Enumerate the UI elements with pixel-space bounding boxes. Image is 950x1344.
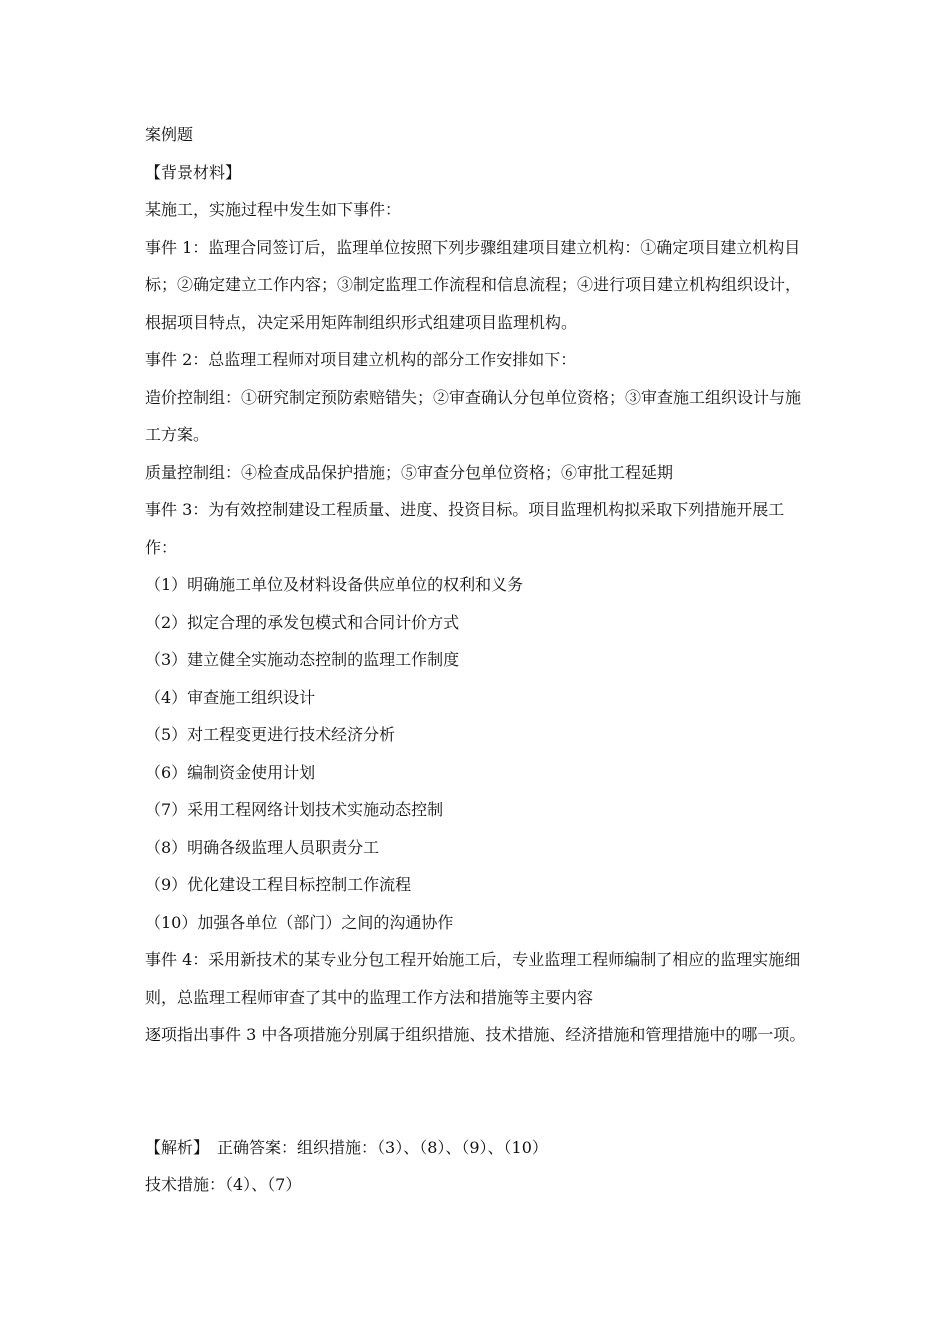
background-heading: 【背景材料】 xyxy=(145,162,242,182)
measure-item: （7）采用工程网络计划技术实施动态控制 xyxy=(145,800,444,819)
quality-group-paragraph: 质量控制组：④检查成品保护措施；⑤审查分包单位资格；⑥审批工程延期 xyxy=(145,462,674,482)
intro-paragraph: 某施工，实施过程中发生如下事件： xyxy=(145,200,402,219)
measure-item: （6）编制资金使用计划 xyxy=(145,762,316,782)
answer-line-1: 正确答案：组织措施：（3）、（8）、（9）、（10） xyxy=(217,1137,548,1157)
document-body xyxy=(145,116,810,1204)
measure-item: （1）明确施工单位及材料设备供应单位的权利和义务 xyxy=(145,575,524,594)
event3-paragraph: 事件 3：为有效控制建设工程质量、进度、投资目标。项目监理机构拟采取下列措施开展工作： xyxy=(145,500,785,557)
cost-group-paragraph: 造价控制组：①研究制定预防索赔错失；②审查确认分包单位资格；③审查施工组织设计与施工方案。 xyxy=(145,387,802,444)
event4-paragraph: 事件 4：采用新技术的某专业分包工程开始施工后，专业监理工程师编制了相应的监理实施细则，总监理工程师审查了其中的监理工作方法和措施等主要内容 xyxy=(145,950,801,1007)
answer-paragraph xyxy=(145,1129,810,1167)
doc-title: 案例题 xyxy=(145,125,194,144)
measure-item: （3）建立健全实施动态控制的监理工作制度 xyxy=(145,650,460,669)
event1-paragraph: 事件 1：监理合同签订后，监理单位按照下列步骤组建项目建立机构：①确定项目建立机构目标；②确定建立工作内容；③制定监理工作流程和信息流程；④进行项目建立机构组织设计，根据项目特点，决定采用矩阵制组织形式组建项目监理机构。 xyxy=(145,237,802,332)
spacer xyxy=(145,1054,810,1129)
answer-line-2: 技术措施：（4）、（7） xyxy=(145,1175,302,1194)
measure-item: （9）优化建设工程目标控制工作流程 xyxy=(145,875,412,894)
event2-paragraph: 事件 2：总监理工程师对项目建立机构的部分工作安排如下： xyxy=(145,350,577,369)
measure-item: （4）审查施工组织设计 xyxy=(145,687,316,707)
measure-item: （5）对工程变更进行技术经济分析 xyxy=(145,725,396,744)
analysis-label: 【解析】 xyxy=(145,1137,210,1157)
measure-item: （8）明确各级监理人员职责分工 xyxy=(145,837,380,857)
measure-item: （10）加强各单位（部门）之间的沟通协作 xyxy=(145,912,454,932)
measure-item: （2）拟定合理的承发包模式和合同计价方式 xyxy=(145,612,460,632)
question-paragraph: 逐项指出事件 3 中各项措施分别属于组织措施、技术措施、经济措施和管理措施中的哪一项。 xyxy=(145,1025,806,1044)
